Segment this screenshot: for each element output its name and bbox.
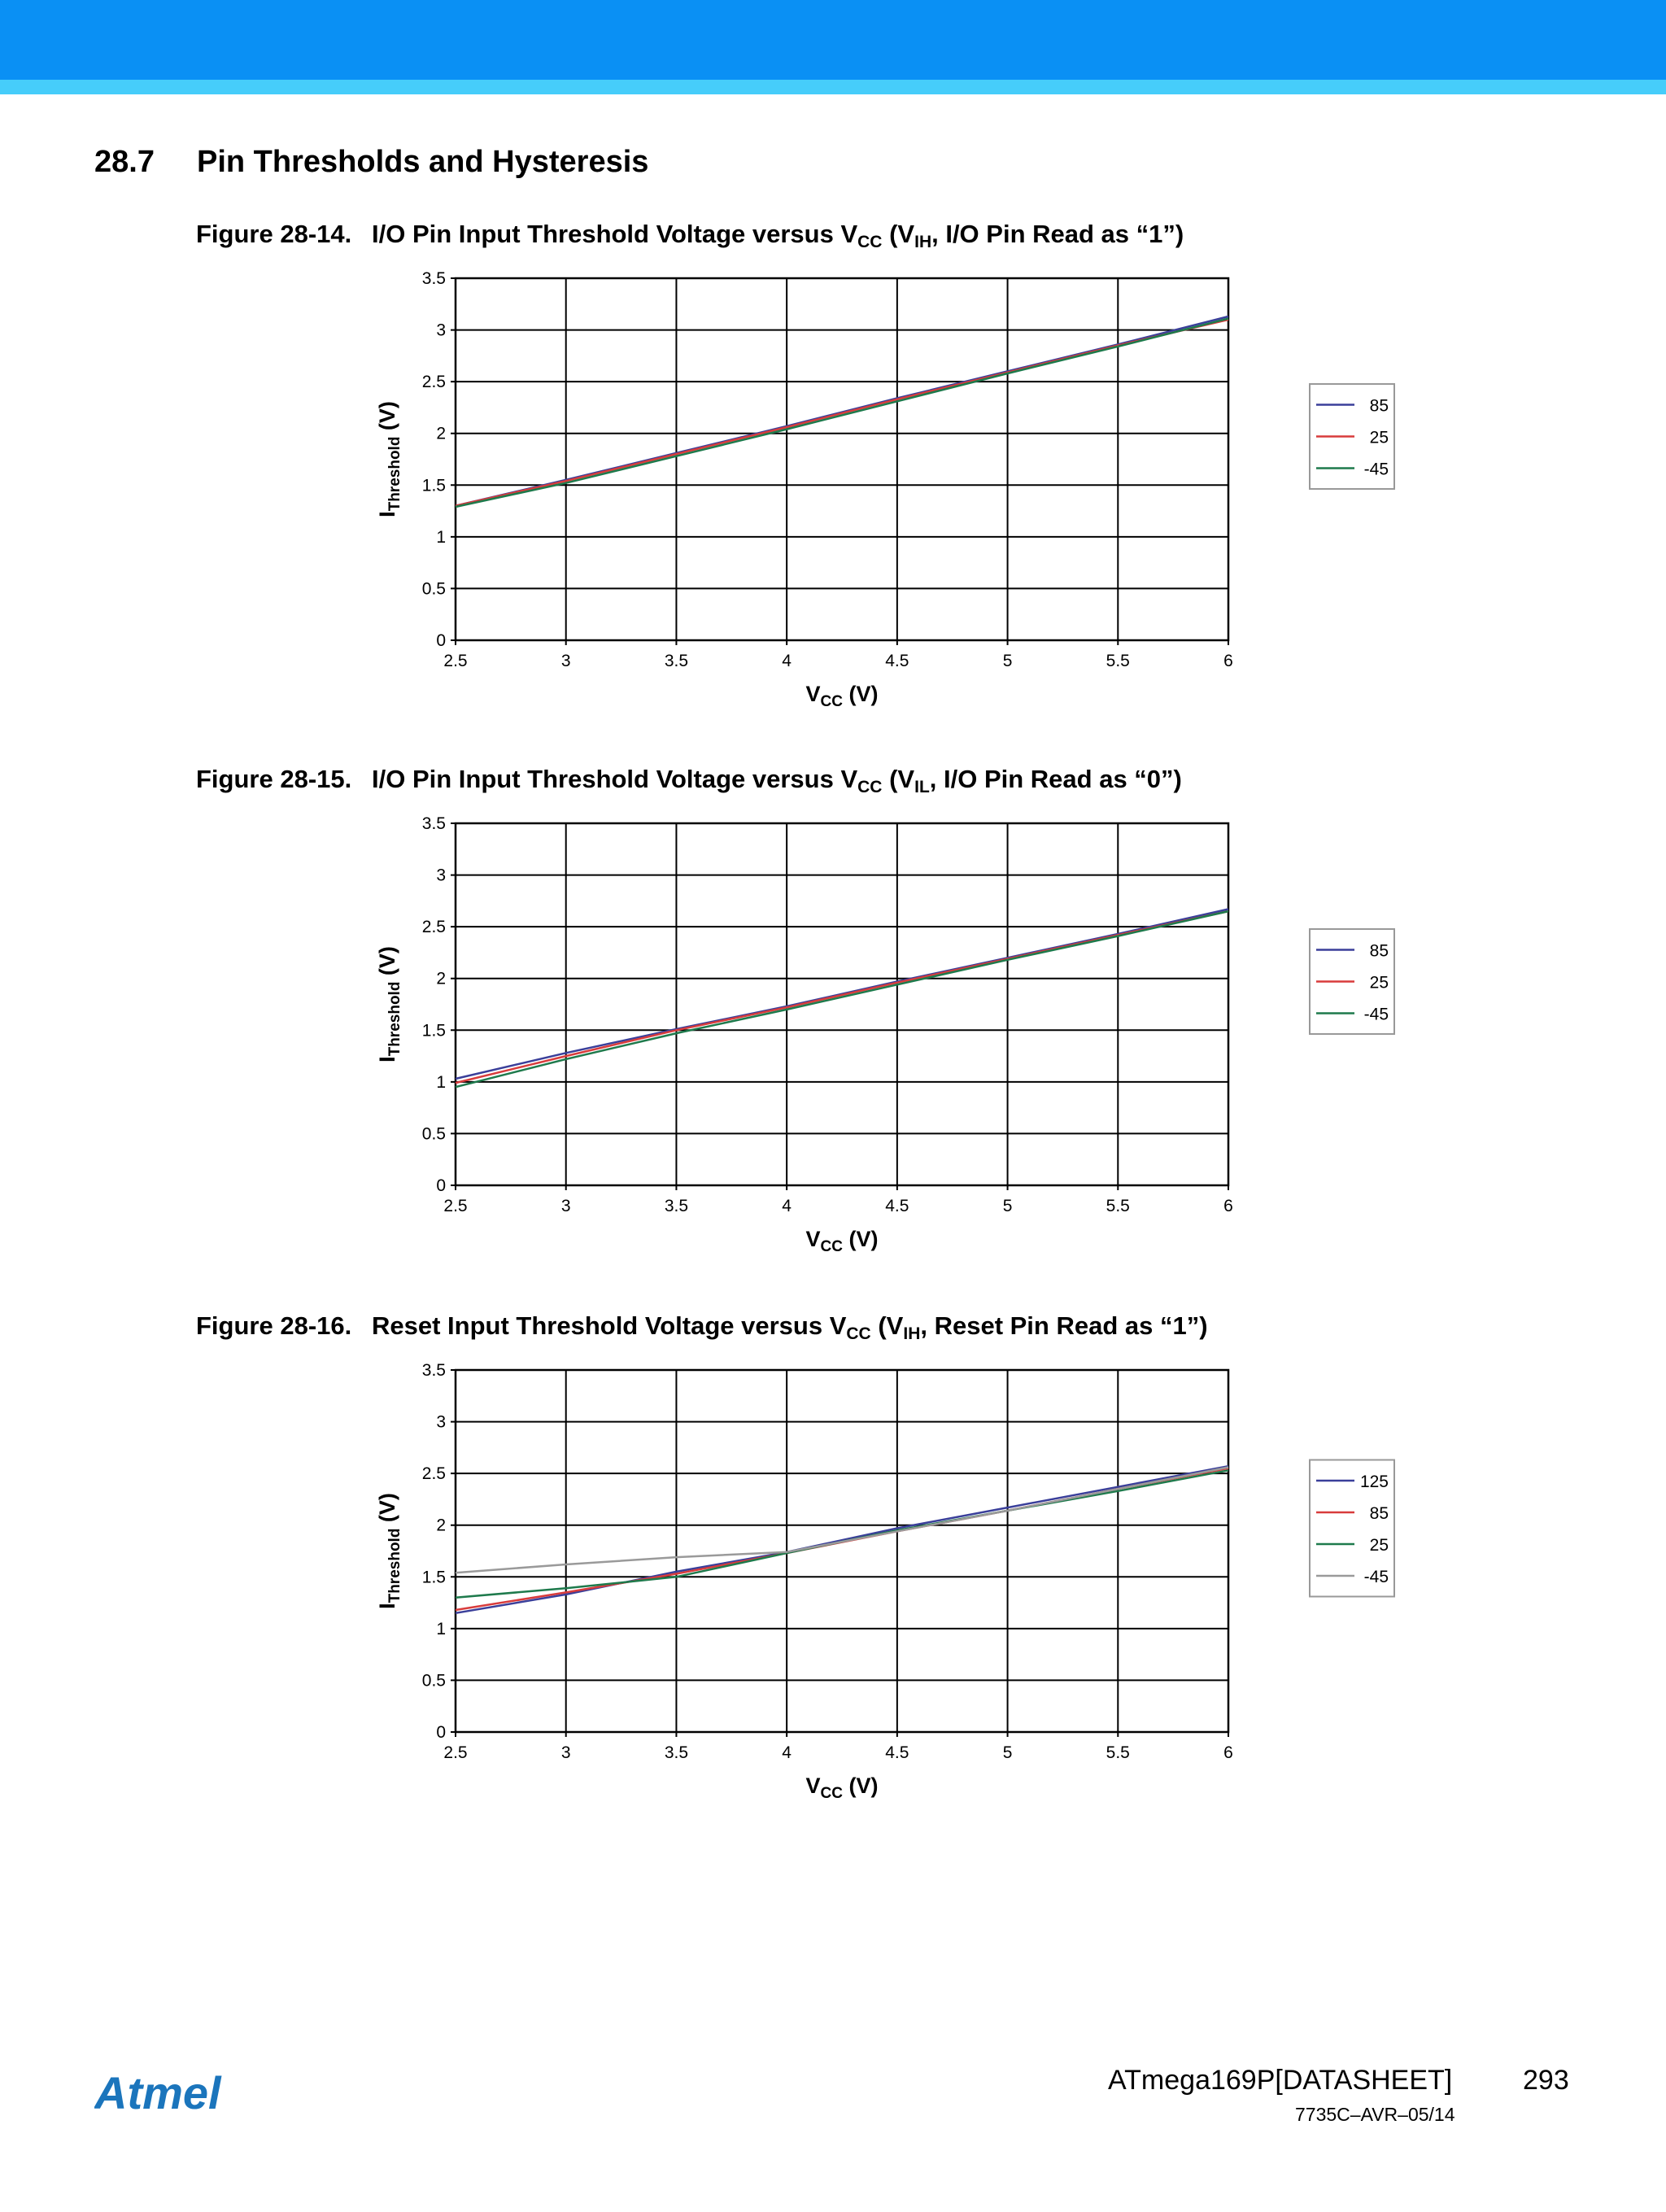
- x-tick-label: 3.5: [664, 1743, 689, 1762]
- x-tick-label: 2.5: [443, 1197, 468, 1215]
- plot-frame: [456, 278, 1228, 640]
- y-tick-label: 0.5: [421, 1124, 446, 1144]
- x-tick-label: 5: [1002, 1197, 1013, 1215]
- footer-revision: 7735C–AVR–05/14: [1295, 2104, 1455, 2125]
- x-tick-label: 4.5: [885, 1197, 909, 1215]
- plot-frame: [456, 823, 1228, 1185]
- atmel-logo-text: Atmel: [94, 2067, 221, 2118]
- y-tick-label: 0.5: [421, 579, 446, 599]
- x-tick-label: 4.5: [885, 1743, 909, 1762]
- y-tick-label: 2.5: [421, 1464, 446, 1484]
- x-tick-label: 5: [1002, 1743, 1013, 1762]
- x-tick-label: 6: [1223, 652, 1233, 670]
- chart-figure-28-16: [325, 1360, 1424, 1816]
- y-tick-label: 0.5: [421, 1671, 446, 1691]
- header-band: [0, 0, 1666, 80]
- figure-caption-1: [196, 220, 1184, 252]
- chart-figure-28-15: [325, 814, 1424, 1269]
- figure-title-sub: CC: [846, 1324, 871, 1343]
- legend-label: 25: [1369, 973, 1389, 993]
- figure-title-post: , I/O Pin Read as “1”): [931, 220, 1184, 248]
- figure-title-mid: (V: [882, 765, 915, 793]
- y-tick-label: 1.5: [421, 1021, 446, 1041]
- x-tick-label: 2.5: [443, 1743, 468, 1762]
- section-title: Pin Thresholds and Hysteresis: [197, 145, 649, 179]
- x-tick-label: 3: [560, 652, 571, 670]
- y-tick-label: 1.5: [421, 1568, 446, 1587]
- y-tick-label: 3.5: [421, 269, 446, 288]
- section-number: 28.7: [94, 145, 155, 179]
- series-line-85: [456, 316, 1228, 506]
- legend-label: 85: [1369, 1504, 1389, 1523]
- x-axis-label: $V_{CC}$ (V): [805, 1774, 879, 1802]
- x-axis-label: $V_{CC}$ (V): [805, 1227, 879, 1255]
- y-axis-label: $I_{Threshold}$ (V): [375, 401, 403, 517]
- y-tick-label: 1: [436, 1072, 446, 1092]
- chart-figure-28-14: [325, 268, 1424, 724]
- legend-label: 85: [1369, 941, 1389, 961]
- y-axis-label: $I_{Threshold}$ (V): [375, 946, 403, 1062]
- y-tick-label: 1.5: [421, 476, 446, 495]
- figure-title-post: , I/O Pin Read as “0”): [929, 765, 1182, 793]
- y-tick-label: 2.5: [421, 918, 446, 937]
- y-tick-label: 2: [436, 424, 446, 443]
- legend-label: -45: [1363, 1568, 1389, 1586]
- x-tick-label: 4: [782, 1197, 792, 1215]
- legend-label: -45: [1363, 460, 1389, 479]
- y-tick-label: 2: [436, 969, 446, 988]
- y-tick-label: 2: [436, 1516, 446, 1535]
- x-tick-label: 6: [1223, 1197, 1233, 1215]
- x-tick-label: 4: [782, 1743, 792, 1762]
- plot-frame: [456, 1370, 1228, 1732]
- x-tick-label: 2.5: [443, 652, 468, 670]
- figure-title-sub: IH: [914, 233, 932, 251]
- x-tick-label: 5: [1002, 652, 1013, 670]
- x-axis-label: $V_{CC}$ (V): [805, 682, 879, 710]
- figure-number: Figure 28-16.: [196, 1311, 352, 1340]
- x-tick-label: 3: [560, 1743, 571, 1762]
- figure-title-sub: CC: [857, 233, 883, 251]
- y-tick-label: 3: [436, 1412, 446, 1432]
- legend: [1310, 1460, 1394, 1597]
- figure-title-pre: Reset Input Threshold Voltage versus V: [372, 1311, 847, 1340]
- y-tick-label: 2.5: [421, 373, 446, 392]
- x-tick-label: 3.5: [664, 652, 689, 670]
- footer-page-number: 293: [1523, 2065, 1569, 2096]
- legend: [1310, 929, 1394, 1034]
- figure-title-sub: CC: [857, 778, 883, 796]
- legend-label: 25: [1369, 428, 1389, 447]
- figure-number: Figure 28-14.: [196, 220, 352, 248]
- y-tick-label: 3: [436, 866, 446, 885]
- legend: [1310, 384, 1394, 489]
- figure-title-sub: IL: [914, 778, 930, 796]
- x-tick-label: 3.5: [664, 1197, 689, 1215]
- y-tick-label: 0: [436, 1723, 446, 1742]
- legend-label: 85: [1369, 396, 1389, 416]
- y-tick-label: 0: [436, 631, 446, 650]
- figure-caption-3: [196, 1311, 1208, 1344]
- figure-title-post: , Reset Pin Read as “1”): [920, 1311, 1208, 1340]
- x-tick-label: 3: [560, 1197, 571, 1215]
- x-tick-label: 5.5: [1106, 1197, 1130, 1215]
- x-tick-label: 4: [782, 652, 792, 670]
- legend-label: -45: [1363, 1005, 1389, 1024]
- legend-label: 25: [1369, 1536, 1389, 1555]
- figure-title-mid: (V: [882, 220, 915, 248]
- figure-title-pre: I/O Pin Input Threshold Voltage versus V: [372, 765, 858, 793]
- x-tick-label: 5.5: [1106, 652, 1130, 670]
- y-tick-label: 3.5: [421, 814, 446, 833]
- y-tick-label: 1: [436, 527, 446, 547]
- figure-caption-2: [196, 765, 1182, 797]
- y-tick-label: 3: [436, 321, 446, 340]
- figure-title-pre: I/O Pin Input Threshold Voltage versus V: [372, 220, 858, 248]
- series-line-85: [456, 910, 1228, 1080]
- y-tick-label: 3.5: [421, 1361, 446, 1380]
- header-stripe: [0, 80, 1666, 94]
- section-heading: [94, 145, 648, 180]
- x-tick-label: 4.5: [885, 652, 909, 670]
- y-tick-label: 1: [436, 1619, 446, 1638]
- x-tick-label: 6: [1223, 1743, 1233, 1762]
- x-tick-label: 5.5: [1106, 1743, 1130, 1762]
- figure-title-sub: IH: [903, 1324, 921, 1343]
- series-line-minus45: [456, 1468, 1228, 1573]
- figure-title-mid: (V: [870, 1311, 904, 1340]
- legend-label: 125: [1359, 1472, 1389, 1491]
- y-tick-label: 0: [436, 1176, 446, 1195]
- atmel-logo: [94, 2066, 257, 2123]
- figure-number: Figure 28-15.: [196, 765, 352, 793]
- footer-doc-title: ATmega169P[DATASHEET]: [1108, 2065, 1453, 2096]
- y-axis-label: $I_{Threshold}$ (V): [375, 1493, 403, 1609]
- series-line-minus45: [456, 911, 1228, 1087]
